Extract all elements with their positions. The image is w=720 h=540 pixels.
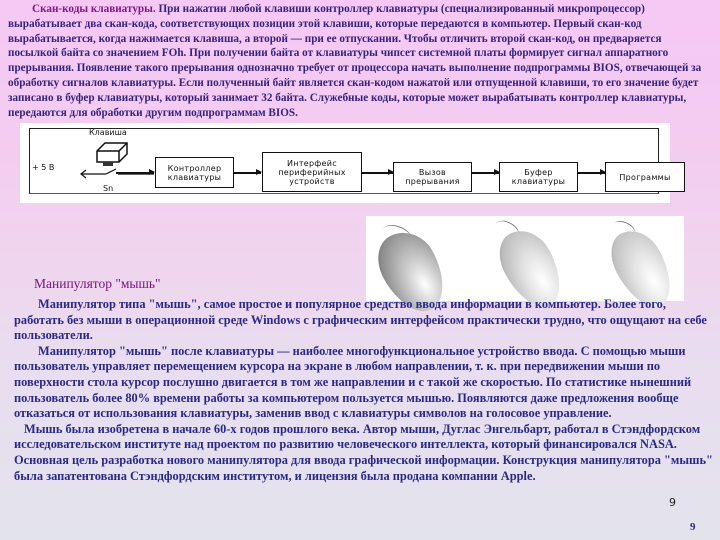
paragraph-text: Манипулятор типа "мышь", самое простое и популярное средство ввода информации в компьютер. Более того, работать без мыши в операционной среде Windows с графическим интерфейсом практически трудно, что ощущают на себе пользователи. [14,297,707,343]
arrow-icon [362,172,393,174]
arrow-icon [116,172,154,174]
intro-lead: Скан-коды клавиатуры. [32,3,156,15]
page-number: 9 [690,521,696,533]
paragraph [14,297,714,344]
intro-text: При нажатии любой клавиши контроллер клавиатуры (специализированный микропроцессор) вырабатывает два скан-кода, соответствующих позиции этой клавиши, которые передаются в компьютер. Первый скан-код вырабатывается, когда нажимается клавиша, а второй — при ее отпускании. Чтобы отличить второй скан-код, он предваряется посылкой байта со значением FOh. При получении байта от клавиатуры чипсет системной платы формирует сигнал аппаратного прерывания. Появление такого прерывания однозначно требует от процессора начать выполнение подпрограммы BIOS, отвечающей за обработку сигналов клавиатуры. Если полученный байт является скан-кодом нажатой или отпущенной клавиши, то его значение будет записано в буфер клавиатуры, который занимает 32 байта. Служебные коды, которые может вырабатывать контроллер клавиатуры, передаются для обработки другим подпрограммам BIOS. [8,3,702,119]
voltage-label: + 5 В [32,163,55,172]
switch-label: Sn [103,184,114,193]
mouse-section-body [14,297,714,484]
paragraph [14,422,714,484]
key-label: Клавиша [89,128,127,137]
paragraph-text: Манипулятор "мышь" после клавиатуры — наиболее многофункциональное устройство ввода. С помощью мыши пользователь управляет перемещением курсора на экране в любом направлении, т. к. при передвижении мыши по поверхности стола курсор послушно двигается в том же направлении и с такой же скоростью. По статистике нынешний пользователь более 80% времени работы за компьютером пользуется мышью. Появляются даже предложения вообще отказаться от использования клавиатуры, заменив ввод с клавиатуры символов на голосовое управление. [14,343,692,421]
arrow-icon [578,172,605,174]
box-programs: Программы [605,162,685,192]
paragraph [14,344,714,422]
key-icon [95,141,129,167]
box-interrupt-call: Вызов прерывания [393,162,472,192]
box-peripheral-interface: Интерфейс периферийных устройств [262,152,362,192]
section-heading: Манипулятор "мышь" [34,276,161,291]
paragraph-text: Мышь была изобретена в начале 60-х годов прошлого века. Автор мыши, Дуглас Энгельбарт, работал в Стэндфордском исследовательском институте над проектом по развитию человеческого интеллекта, который финансировался NASA. Основная цель разработка нового манипулятора для ввода графической информации. Конструкция манипулятора "мышь" была запатентована Стэндфордским институтом, и лицензия была продана компании Apple. [14,421,713,483]
intro-paragraph [8,2,714,120]
mouse-photos [366,216,684,301]
arrow-icon [234,172,261,174]
page-number-overlay: 9 [669,496,676,509]
box-keyboard-controller: Контроллер клавиатуры [155,157,234,188]
box-keyboard-buffer: Буфер клавиатуры [499,162,578,192]
arrow-icon [472,172,499,174]
